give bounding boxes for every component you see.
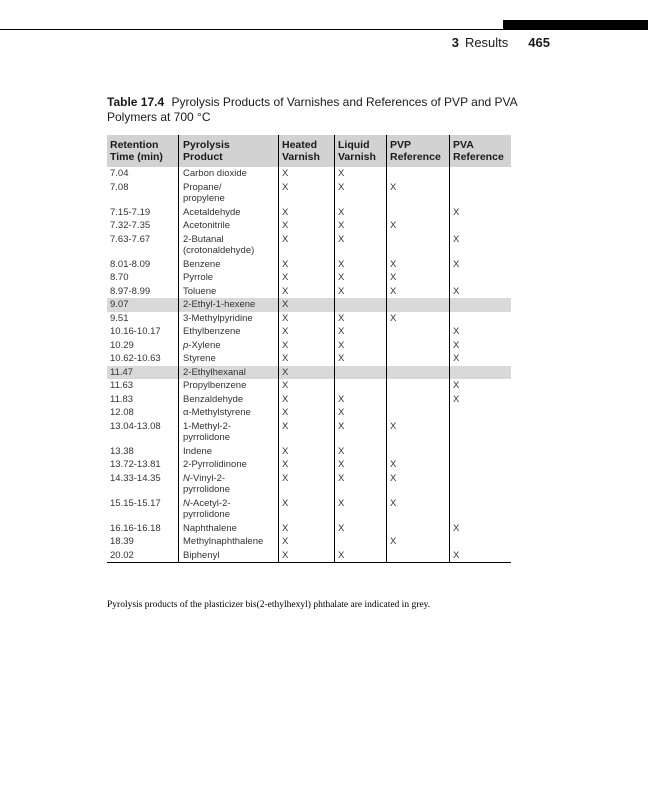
column-header-line: PVP — [390, 139, 412, 151]
cell-pva-reference: X — [449, 285, 511, 299]
product-line: Propylbenzene — [183, 380, 247, 391]
product-line: (crotonaldehyde) — [183, 245, 255, 256]
table-row — [107, 445, 511, 459]
product-line: α-Methylstyrene — [183, 407, 251, 418]
product-line: Acetaldehyde — [183, 206, 241, 218]
product-line — [183, 498, 278, 510]
table-row — [107, 339, 511, 353]
cell-pvp-reference: X — [386, 181, 449, 206]
cell-liquid-varnish: X — [334, 339, 386, 353]
cell-retention-time: 7.63-7.67 — [110, 233, 151, 245]
product-line: 2-Ethylhexanal — [183, 366, 246, 378]
cell-heated-varnish: X — [278, 339, 334, 353]
cell-liquid-varnish: X — [334, 522, 386, 536]
cell-heated-varnish: X — [278, 325, 334, 339]
product-line: Pyrrole — [183, 272, 214, 283]
cell-pvp-reference: X — [386, 420, 449, 445]
cell-retention-time: 10.29 — [110, 339, 134, 351]
cell-heated-varnish: X — [278, 298, 334, 312]
cell-heated-varnish: X — [278, 352, 334, 366]
table-row — [107, 298, 511, 312]
cell-pva-reference — [449, 271, 511, 285]
cell-liquid-varnish: X — [334, 445, 386, 459]
cell-pva-reference: X — [449, 339, 511, 353]
cell-heated-varnish: X — [278, 219, 334, 233]
product-line: Toluene — [183, 285, 217, 297]
cell-product — [178, 458, 278, 472]
cell-product — [178, 206, 278, 220]
cell-liquid-varnish: X — [334, 167, 386, 181]
cell-pva-reference — [449, 420, 511, 445]
product-prefix: N — [183, 497, 190, 509]
cell-pvp-reference: X — [386, 458, 449, 472]
cell-liquid-varnish: X — [334, 472, 386, 497]
cell-liquid-varnish: X — [334, 393, 386, 407]
cell-pvp-reference — [386, 298, 449, 312]
table-row — [107, 167, 511, 181]
cell-retention-time: 18.39 — [110, 536, 134, 547]
column-header-pva-reference — [449, 135, 511, 167]
cell-pvp-reference: X — [386, 271, 449, 285]
chapter-title: Results — [464, 35, 509, 50]
column-header-line: Reference — [453, 151, 504, 163]
cell-product — [178, 219, 278, 233]
cell-pva-reference — [449, 472, 511, 497]
product-line: pyrrolidone — [183, 432, 230, 443]
table-label: Table 17.4 — [107, 95, 165, 109]
cell-liquid-varnish: X — [334, 181, 386, 206]
cell-liquid-varnish: X — [334, 458, 386, 472]
table-row — [107, 406, 511, 420]
cell-product — [178, 325, 278, 339]
product-line — [183, 473, 278, 485]
cell-product — [178, 181, 278, 206]
cell-product — [178, 312, 278, 326]
cell-retention-time: 9.51 — [110, 312, 129, 324]
cell-retention-time: 13.04-13.08 — [110, 420, 161, 432]
cell-pva-reference: X — [449, 379, 511, 393]
cell-pva-reference — [449, 298, 511, 312]
cell-heated-varnish: X — [278, 535, 334, 549]
cell-pvp-reference: X — [386, 285, 449, 299]
column-header-line: Liquid — [338, 139, 370, 151]
cell-pvp-reference — [386, 339, 449, 353]
product-line: Carbon dioxide — [183, 168, 247, 179]
table-row — [107, 181, 511, 206]
data-table — [107, 135, 511, 563]
column-header-line: Retention — [110, 139, 159, 151]
product-line: Acetonitrile — [183, 220, 230, 231]
product-line: Indene — [183, 445, 213, 457]
cell-retention-time: 7.32-7.35 — [110, 220, 151, 231]
cell-retention-time: 13.38 — [110, 445, 134, 457]
table-row — [107, 535, 511, 549]
cell-liquid-varnish: X — [334, 233, 386, 258]
table-header-row — [107, 135, 511, 167]
product-text: -Acetyl-2- — [189, 497, 231, 509]
cell-retention-time: 11.83 — [110, 393, 134, 405]
table-row — [107, 258, 511, 272]
product-line: Styrene — [183, 353, 216, 364]
cell-retention-time: 16.16-16.18 — [110, 522, 161, 534]
table-title: Pyrolysis Products of Varnishes and References of PVP and PVA Polymers at 700 °C — [107, 95, 517, 124]
cell-liquid-varnish: X — [334, 258, 386, 272]
cell-liquid-varnish: X — [334, 549, 386, 563]
cell-heated-varnish: X — [278, 312, 334, 326]
cell-liquid-varnish: X — [334, 420, 386, 445]
product-line: Biphenyl — [183, 549, 220, 561]
product-line: Benzaldehyde — [183, 393, 244, 405]
cell-product — [178, 366, 278, 380]
cell-heated-varnish: X — [278, 406, 334, 420]
cell-retention-time: 11.63 — [110, 380, 134, 391]
cell-pva-reference — [449, 458, 511, 472]
table-bottom-rule — [107, 562, 511, 563]
cell-pvp-reference — [386, 393, 449, 407]
cell-retention-time: 9.07 — [110, 299, 129, 310]
cell-pva-reference — [449, 366, 511, 380]
cell-heated-varnish: X — [278, 445, 334, 459]
table-caption — [107, 95, 527, 125]
cell-heated-varnish: X — [278, 420, 334, 445]
cell-pva-reference — [449, 535, 511, 549]
product-line: 2-Butanal — [183, 233, 224, 245]
cell-retention-time: 8.01-8.09 — [110, 258, 151, 270]
cell-retention-time: 12.08 — [110, 407, 134, 418]
cell-product — [178, 445, 278, 459]
cell-pva-reference: X — [449, 549, 511, 563]
cell-heated-varnish: X — [278, 522, 334, 536]
product-line: Ethylbenzene — [183, 326, 241, 337]
cell-pvp-reference: X — [386, 258, 449, 272]
product-line: Naphthalene — [183, 522, 237, 534]
cell-heated-varnish: X — [278, 549, 334, 563]
cell-pva-reference: X — [449, 352, 511, 366]
running-head — [452, 35, 550, 50]
cell-pvp-reference: X — [386, 497, 449, 522]
cell-product — [178, 522, 278, 536]
column-header-line: Varnish — [282, 151, 320, 163]
cell-pva-reference — [449, 406, 511, 420]
cell-pvp-reference — [386, 379, 449, 393]
product-line: pyrrolidone — [183, 484, 230, 495]
table-row — [107, 325, 511, 339]
cell-retention-time: 7.15-7.19 — [110, 206, 151, 218]
column-header-line: Heated — [282, 139, 318, 151]
cell-pva-reference — [449, 497, 511, 522]
column-header-pyrolysis-product — [178, 135, 278, 167]
table-footnote: Pyrolysis products of the plasticizer bis(2-ethylhexyl) phthalate are indicated in grey. — [107, 600, 431, 610]
cell-pva-reference — [449, 312, 511, 326]
cell-heated-varnish: X — [278, 258, 334, 272]
cell-pvp-reference — [386, 522, 449, 536]
cell-heated-varnish: X — [278, 271, 334, 285]
table-row — [107, 206, 511, 220]
chapter-number: 3 — [451, 35, 459, 50]
table-row — [107, 497, 511, 522]
cell-product — [178, 535, 278, 549]
cell-liquid-varnish — [334, 366, 386, 380]
table-row — [107, 271, 511, 285]
cell-pvp-reference — [386, 406, 449, 420]
cell-retention-time: 13.72-13.81 — [110, 459, 161, 470]
cell-pva-reference: X — [449, 206, 511, 220]
cell-pva-reference — [449, 219, 511, 233]
cell-heated-varnish: X — [278, 366, 334, 380]
cell-retention-time: 14.33-14.35 — [110, 472, 161, 484]
cell-liquid-varnish: X — [334, 285, 386, 299]
cell-liquid-varnish — [334, 379, 386, 393]
table-row — [107, 366, 511, 380]
table-row — [107, 458, 511, 472]
cell-product — [178, 233, 278, 258]
column-header-line: Reference — [390, 151, 441, 163]
column-header-liquid-varnish — [334, 135, 386, 167]
column-header-pvp-reference — [386, 135, 449, 167]
cell-retention-time: 7.04 — [110, 168, 129, 179]
cell-pva-reference: X — [449, 522, 511, 536]
product-prefix: N — [183, 472, 190, 484]
cell-pva-reference: X — [449, 233, 511, 258]
product-line: pyrrolidone — [183, 509, 230, 520]
cell-heated-varnish: X — [278, 181, 334, 206]
cell-pvp-reference — [386, 352, 449, 366]
cell-product — [178, 298, 278, 312]
table-row — [107, 420, 511, 445]
cell-product — [178, 497, 278, 522]
product-prefix: p — [183, 339, 189, 351]
table-row — [107, 393, 511, 407]
product-line: Benzene — [183, 258, 221, 270]
cell-product — [178, 406, 278, 420]
cell-liquid-varnish: X — [334, 497, 386, 522]
cell-retention-time: 10.62-10.63 — [110, 353, 161, 364]
column-header-line: PVA — [453, 139, 474, 151]
table-row — [107, 285, 511, 299]
cell-heated-varnish: X — [278, 472, 334, 497]
column-header-line: Product — [183, 151, 223, 163]
cell-heated-varnish: X — [278, 206, 334, 220]
cell-heated-varnish: X — [278, 458, 334, 472]
cell-retention-time: 7.08 — [110, 181, 129, 193]
cell-product — [178, 339, 278, 353]
column-header-heated-varnish — [278, 135, 334, 167]
cell-retention-time: 10.16-10.17 — [110, 326, 161, 337]
cell-retention-time: 8.70 — [110, 272, 129, 283]
product-line: 1-Methyl-2- — [183, 420, 232, 432]
cell-product — [178, 285, 278, 299]
table-row — [107, 379, 511, 393]
cell-pvp-reference — [386, 206, 449, 220]
cell-heated-varnish: X — [278, 497, 334, 522]
column-header-line: Time (min) — [110, 151, 163, 163]
cell-retention-time: 8.97-8.99 — [110, 285, 151, 297]
cell-product — [178, 258, 278, 272]
cell-pva-reference — [449, 445, 511, 459]
cell-heated-varnish: X — [278, 379, 334, 393]
product-text: -Xylene — [188, 339, 221, 351]
cell-retention-time: 20.02 — [110, 549, 134, 561]
cell-pvp-reference: X — [386, 472, 449, 497]
cell-liquid-varnish: X — [334, 312, 386, 326]
cell-pvp-reference — [386, 167, 449, 181]
cell-product — [178, 549, 278, 563]
product-line: 2-Pyrrolidinone — [183, 459, 247, 470]
cell-product — [178, 472, 278, 497]
column-header-line: Pyrolysis — [183, 139, 230, 151]
cell-liquid-varnish — [334, 535, 386, 549]
cell-pvp-reference: X — [386, 312, 449, 326]
cell-pvp-reference: X — [386, 219, 449, 233]
cell-retention-time: 15.15-15.17 — [110, 497, 161, 509]
cell-liquid-varnish: X — [334, 352, 386, 366]
cell-liquid-varnish — [334, 298, 386, 312]
cell-pva-reference: X — [449, 393, 511, 407]
table-row — [107, 233, 511, 258]
header-rule — [0, 29, 648, 30]
cell-product — [178, 352, 278, 366]
cell-pva-reference: X — [449, 325, 511, 339]
cell-heated-varnish: X — [278, 233, 334, 258]
table-row — [107, 549, 511, 563]
table-row — [107, 522, 511, 536]
cell-pvp-reference — [386, 366, 449, 380]
table-body — [107, 167, 511, 562]
cell-liquid-varnish: X — [334, 206, 386, 220]
cell-pvp-reference: X — [386, 535, 449, 549]
column-header-retention-time — [107, 135, 178, 167]
product-line: Methylnaphthalene — [183, 536, 264, 547]
product-line — [183, 340, 278, 352]
product-text: -Vinyl-2- — [189, 472, 226, 484]
table-row — [107, 312, 511, 326]
cell-pvp-reference — [386, 233, 449, 258]
cell-product — [178, 393, 278, 407]
page-number: 465 — [528, 35, 550, 50]
table-row — [107, 219, 511, 233]
cell-product — [178, 420, 278, 445]
product-line: propylene — [183, 193, 225, 204]
cell-heated-varnish: X — [278, 167, 334, 181]
cell-pvp-reference — [386, 445, 449, 459]
table-row — [107, 472, 511, 497]
cell-liquid-varnish: X — [334, 406, 386, 420]
product-line: 3-Methylpyridine — [183, 312, 253, 324]
cell-pva-reference — [449, 167, 511, 181]
cell-pvp-reference — [386, 325, 449, 339]
cell-liquid-varnish: X — [334, 219, 386, 233]
cell-heated-varnish: X — [278, 285, 334, 299]
cell-pva-reference — [449, 181, 511, 206]
cell-pva-reference: X — [449, 258, 511, 272]
cell-product — [178, 271, 278, 285]
cell-liquid-varnish: X — [334, 271, 386, 285]
product-line: 2-Ethyl-1-hexene — [183, 299, 256, 310]
table-row — [107, 352, 511, 366]
cell-product — [178, 167, 278, 181]
cell-retention-time: 11.47 — [110, 366, 134, 378]
product-line: Propane/ — [183, 181, 222, 193]
cell-liquid-varnish: X — [334, 325, 386, 339]
cell-pvp-reference — [386, 549, 449, 563]
cell-product — [178, 379, 278, 393]
column-header-line: Varnish — [338, 151, 376, 163]
cell-heated-varnish: X — [278, 393, 334, 407]
